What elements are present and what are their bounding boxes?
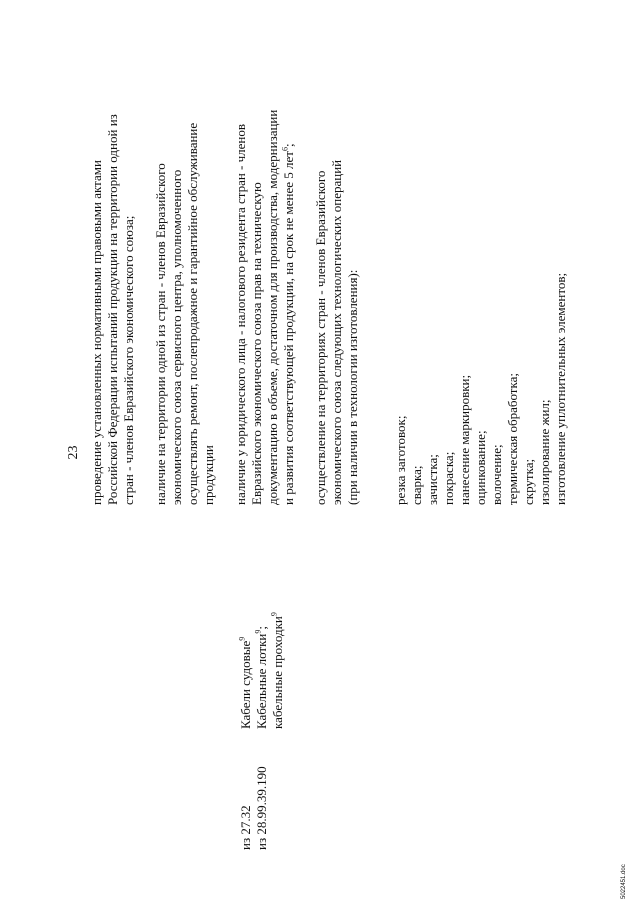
condition-paragraph xyxy=(313,60,361,505)
operation-item: нанесение маркировки; xyxy=(457,374,472,505)
product-names-column xyxy=(238,539,286,729)
product-name: Кабели судовые$^9$ xyxy=(237,636,253,729)
product-name: Кабельные лотки$^9$; xyxy=(253,625,269,729)
text-line: наличие на территории одной из стран - членов Евразийского xyxy=(153,163,168,505)
operation-item: термическая обработка; xyxy=(505,373,520,505)
text-line: экономического союза сервисного центра, уполномоченного xyxy=(169,169,184,505)
condition-paragraph xyxy=(89,60,137,505)
text-line: стран - членов Евразийского экономического союза; xyxy=(121,215,136,505)
footnote-ref: 9 xyxy=(237,636,247,641)
product-name: кабельные проходки$^9$ xyxy=(269,612,285,729)
operation-item: изолирование жил; xyxy=(537,399,552,505)
operation-item: сварка; xyxy=(409,465,424,505)
product-codes-column xyxy=(238,730,270,850)
text-line: наличие у юридического лица - налогового резидента стран - членов xyxy=(233,123,248,505)
operation-item: зачистка; xyxy=(425,454,440,505)
text-line: продукции xyxy=(201,445,216,505)
page-number: 23 xyxy=(66,445,81,460)
text-line: проведение установленных нормативными правовыми актами xyxy=(89,160,104,505)
text-line: осуществление на территориях стран - членов Евразийского xyxy=(313,170,328,505)
footnote-ref: 6 xyxy=(280,147,290,152)
operations-list xyxy=(393,60,569,505)
text-line: Евразийского экономического союза прав на техническую xyxy=(249,182,264,505)
condition-paragraph xyxy=(153,60,217,505)
text-line: осуществлять ремонт, послепродажное и гарантийное обслуживание xyxy=(185,122,200,505)
text-line: (при наличии в технологии изготовления): xyxy=(345,269,360,505)
operation-item: покраска; xyxy=(441,451,456,505)
operation-item: оцинкование; xyxy=(473,430,488,505)
operation-item: скрутка; xyxy=(521,458,536,505)
text-line: документацию в объеме, достаточном для производства, модернизации xyxy=(265,109,280,505)
footnote-ref: 9 xyxy=(269,612,279,617)
condition-paragraph xyxy=(233,60,297,505)
text-line: Российской Федерации испытаний продукции на территории одной из xyxy=(105,114,120,505)
footnote-ref: 9 xyxy=(253,629,263,634)
document-reference: 5022451.doc xyxy=(621,864,627,899)
text-line: и развития соответствующей продукции, на срок не менее 5 лет$^6$; xyxy=(280,143,296,505)
conditions-column xyxy=(89,60,569,505)
operation-item: волочение; xyxy=(489,444,504,505)
operation-item: изготовление уплотнительных элементов; xyxy=(553,272,568,505)
text-line: экономического союза следующих технологических операций xyxy=(329,159,344,505)
product-code: из 28.99.39.190 xyxy=(254,766,269,850)
product-code: из 27.32 xyxy=(238,805,253,850)
operation-item: резка заготовок; xyxy=(393,415,408,505)
